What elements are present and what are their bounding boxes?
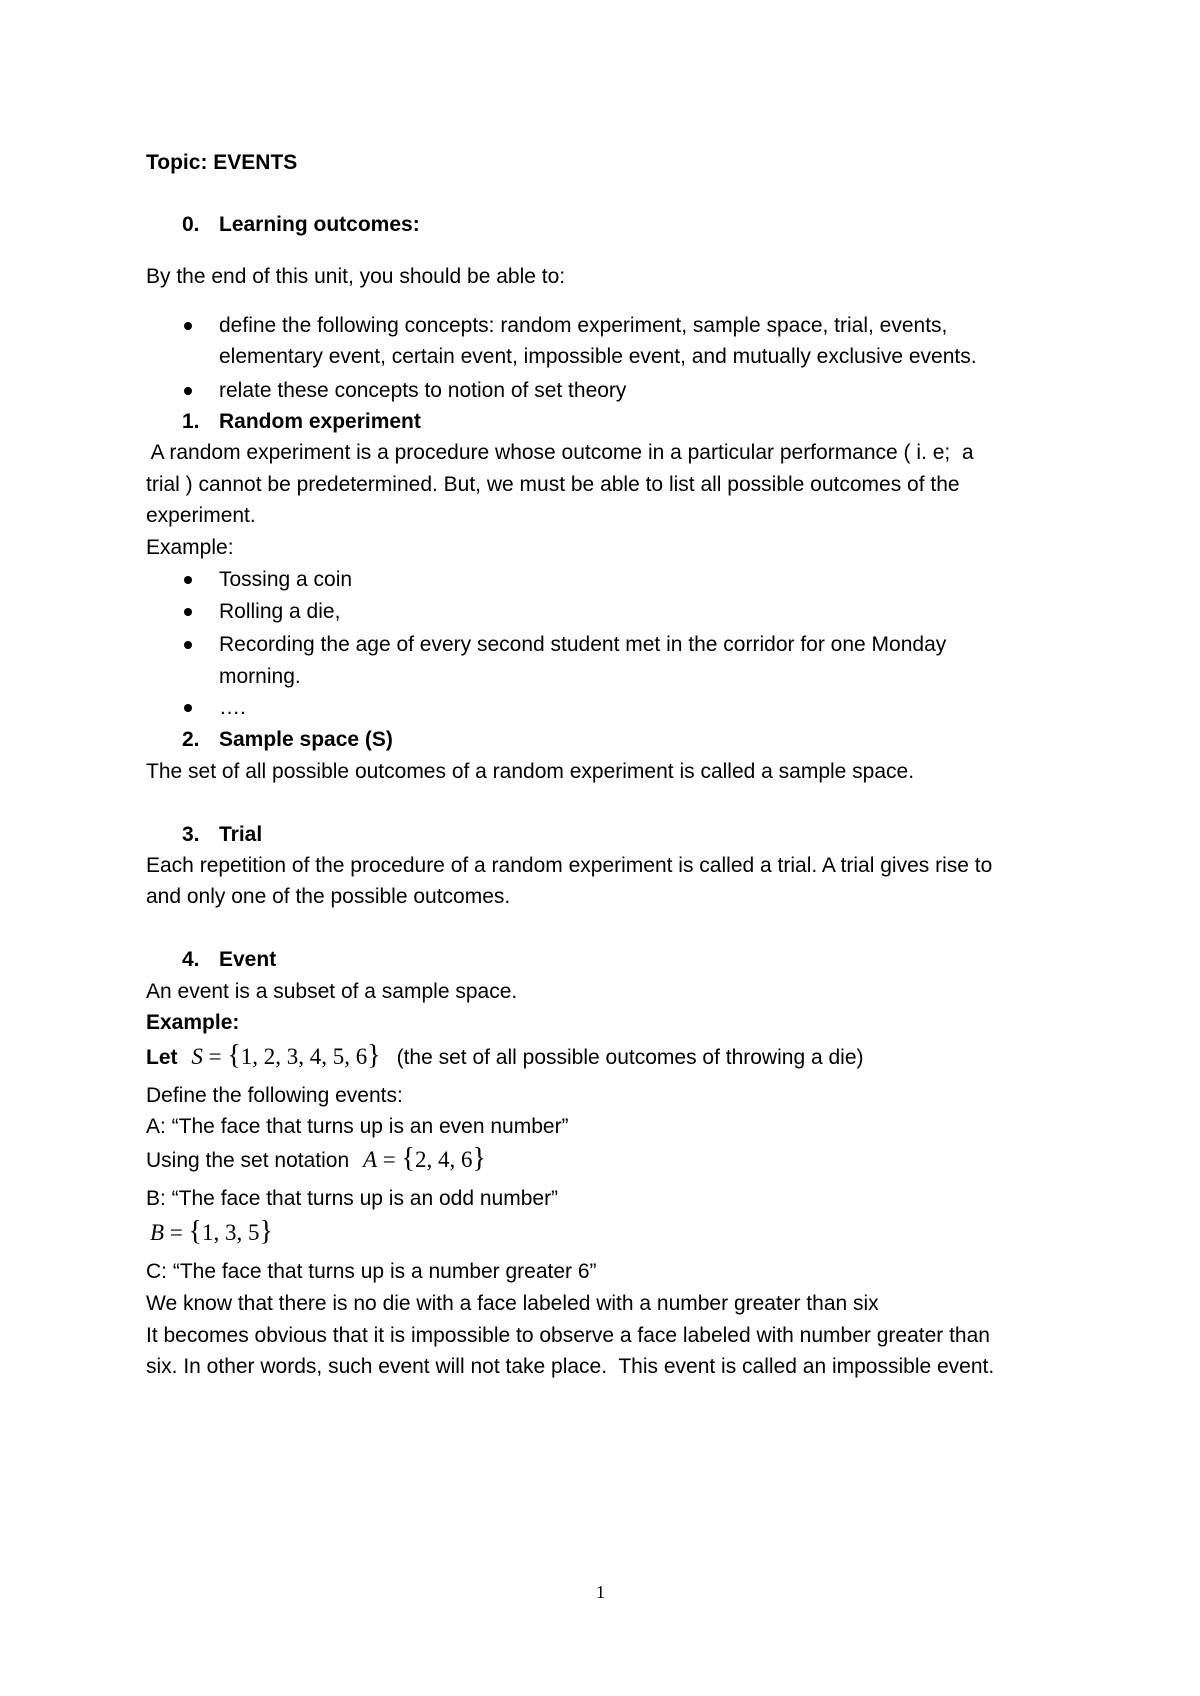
event-a-description: A: “The face that turns up is an even number”	[146, 1115, 569, 1138]
section-number: 1.	[182, 410, 200, 433]
paragraph-line: six. In other words, such event will not take place. This event is called an impossible event.	[146, 1355, 995, 1378]
event-c-description: C: “The face that turns up is a number greater 6”	[146, 1260, 597, 1283]
topic-heading: Topic: EVENTS	[146, 151, 298, 174]
section-title: Sample space (S)	[219, 728, 393, 751]
paragraph-line: It becomes obvious that it is impossible to observe a face labeled with number greater than	[146, 1324, 990, 1347]
section-title: Event	[219, 948, 277, 971]
set-notation-label: Using the set notation	[146, 1149, 350, 1172]
bullet-icon	[184, 608, 192, 616]
section-number: 4.	[182, 948, 200, 971]
bullet-icon	[184, 576, 192, 584]
event-b-set: B = {1, 3, 5}	[150, 1216, 273, 1247]
page-number: 1	[596, 1582, 605, 1602]
list-item: define the following concepts: random experiment, sample space, trial, events,	[219, 314, 948, 337]
bullet-icon	[184, 704, 192, 712]
section-title: Trial	[219, 823, 263, 846]
bullet-icon	[184, 322, 192, 330]
paragraph-line: Each repetition of the procedure of a random experiment is called a trial. A trial gives rise to	[146, 854, 993, 877]
paragraph-line: The set of all possible outcomes of a random experiment is called a sample space.	[146, 760, 915, 783]
bullet-icon	[184, 387, 192, 395]
list-item: Rolling a die,	[219, 600, 341, 623]
list-item: Recording the age of every second student met in the corridor for one Monday	[219, 633, 947, 656]
intro-text: By the end of this unit, you should be able to:	[146, 265, 566, 288]
sample-space-note: (the set of all possible outcomes of throwing a die)	[396, 1046, 864, 1069]
event-a-set-line	[146, 1144, 486, 1176]
paragraph-line: experiment.	[146, 504, 256, 527]
sample-space-line	[146, 1041, 864, 1073]
example-label: Example:	[146, 536, 234, 559]
bullet-icon	[184, 641, 192, 649]
section-number: 2.	[182, 728, 200, 751]
list-item: Tossing a coin	[219, 568, 353, 591]
paragraph-line: and only one of the possible outcomes.	[146, 885, 511, 908]
paragraph-line: A random experiment is a procedure whose outcome in a particular performance ( i. e; a	[146, 441, 974, 464]
list-item: ….	[219, 696, 246, 719]
paragraph-line: An event is a subset of a sample space.	[146, 980, 518, 1003]
section-title: Learning outcomes:	[219, 213, 420, 236]
paragraph-line: We know that there is no die with a face labeled with a number greater than six	[146, 1292, 879, 1315]
section-number: 0.	[182, 213, 200, 236]
paragraph-line: trial ) cannot be predetermined. But, we must be able to list all possible outcomes of the	[146, 473, 960, 496]
section-title: Random experiment	[219, 410, 421, 433]
paragraph-line: Define the following events:	[146, 1084, 403, 1107]
list-item-continued: elementary event, certain event, impossible event, and mutually exclusive events.	[219, 345, 977, 368]
section-number: 3.	[182, 823, 200, 846]
let-label: Let	[146, 1046, 178, 1069]
event-a-set: A = {2, 4, 6}	[362, 1143, 486, 1174]
list-item: relate these concepts to notion of set theory	[219, 379, 627, 402]
event-b-description: B: “The face that turns up is an odd number”	[146, 1187, 559, 1210]
event-b-set-line	[150, 1217, 273, 1249]
sample-space-set: S = {1, 2, 3, 4, 5, 6}	[191, 1040, 381, 1071]
example-label: Example:	[146, 1011, 240, 1034]
list-item-continued: morning.	[219, 665, 301, 688]
